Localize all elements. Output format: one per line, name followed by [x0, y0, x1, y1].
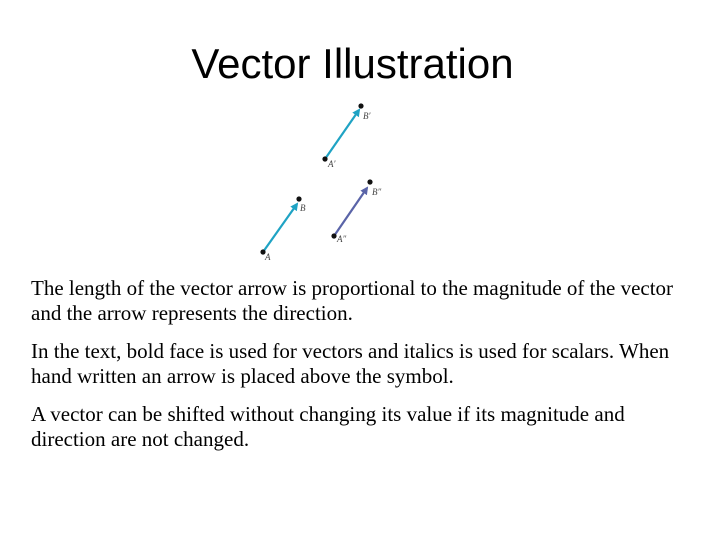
paragraph-notation: In the text, bold face is used for vectors and italics is used for scalars. When hand written an arrow is placed above the symbol. — [31, 339, 670, 388]
point-b-double-prime — [367, 179, 372, 184]
vector-a-b — [263, 204, 297, 252]
vector-a-prime-b-prime — [325, 110, 359, 159]
vector-a-double-prime-b-double-prime — [334, 188, 367, 236]
paragraph-shifting: A vector can be shifted without changing its value if its magnitude and direction are not changed. — [31, 402, 625, 451]
vector-figure — [240, 95, 400, 265]
label-a-prime: A′ — [328, 159, 336, 169]
point-a-double-prime — [331, 233, 336, 238]
label-a-double-prime: A″ — [337, 234, 347, 244]
label-b: B — [300, 203, 306, 213]
body-text — [31, 276, 691, 465]
label-b-double-prime: B″ — [372, 187, 382, 197]
label-b-prime: B′ — [363, 111, 371, 121]
slide-title: Vector Illustration — [191, 40, 514, 87]
point-a-prime — [322, 156, 327, 161]
point-b-prime — [358, 103, 363, 108]
paragraph-magnitude: The length of the vector arrow is proportional to the magnitude of the vector and the arrow represents the direction. — [31, 276, 674, 325]
label-a: A — [265, 252, 271, 262]
point-b — [296, 196, 301, 201]
